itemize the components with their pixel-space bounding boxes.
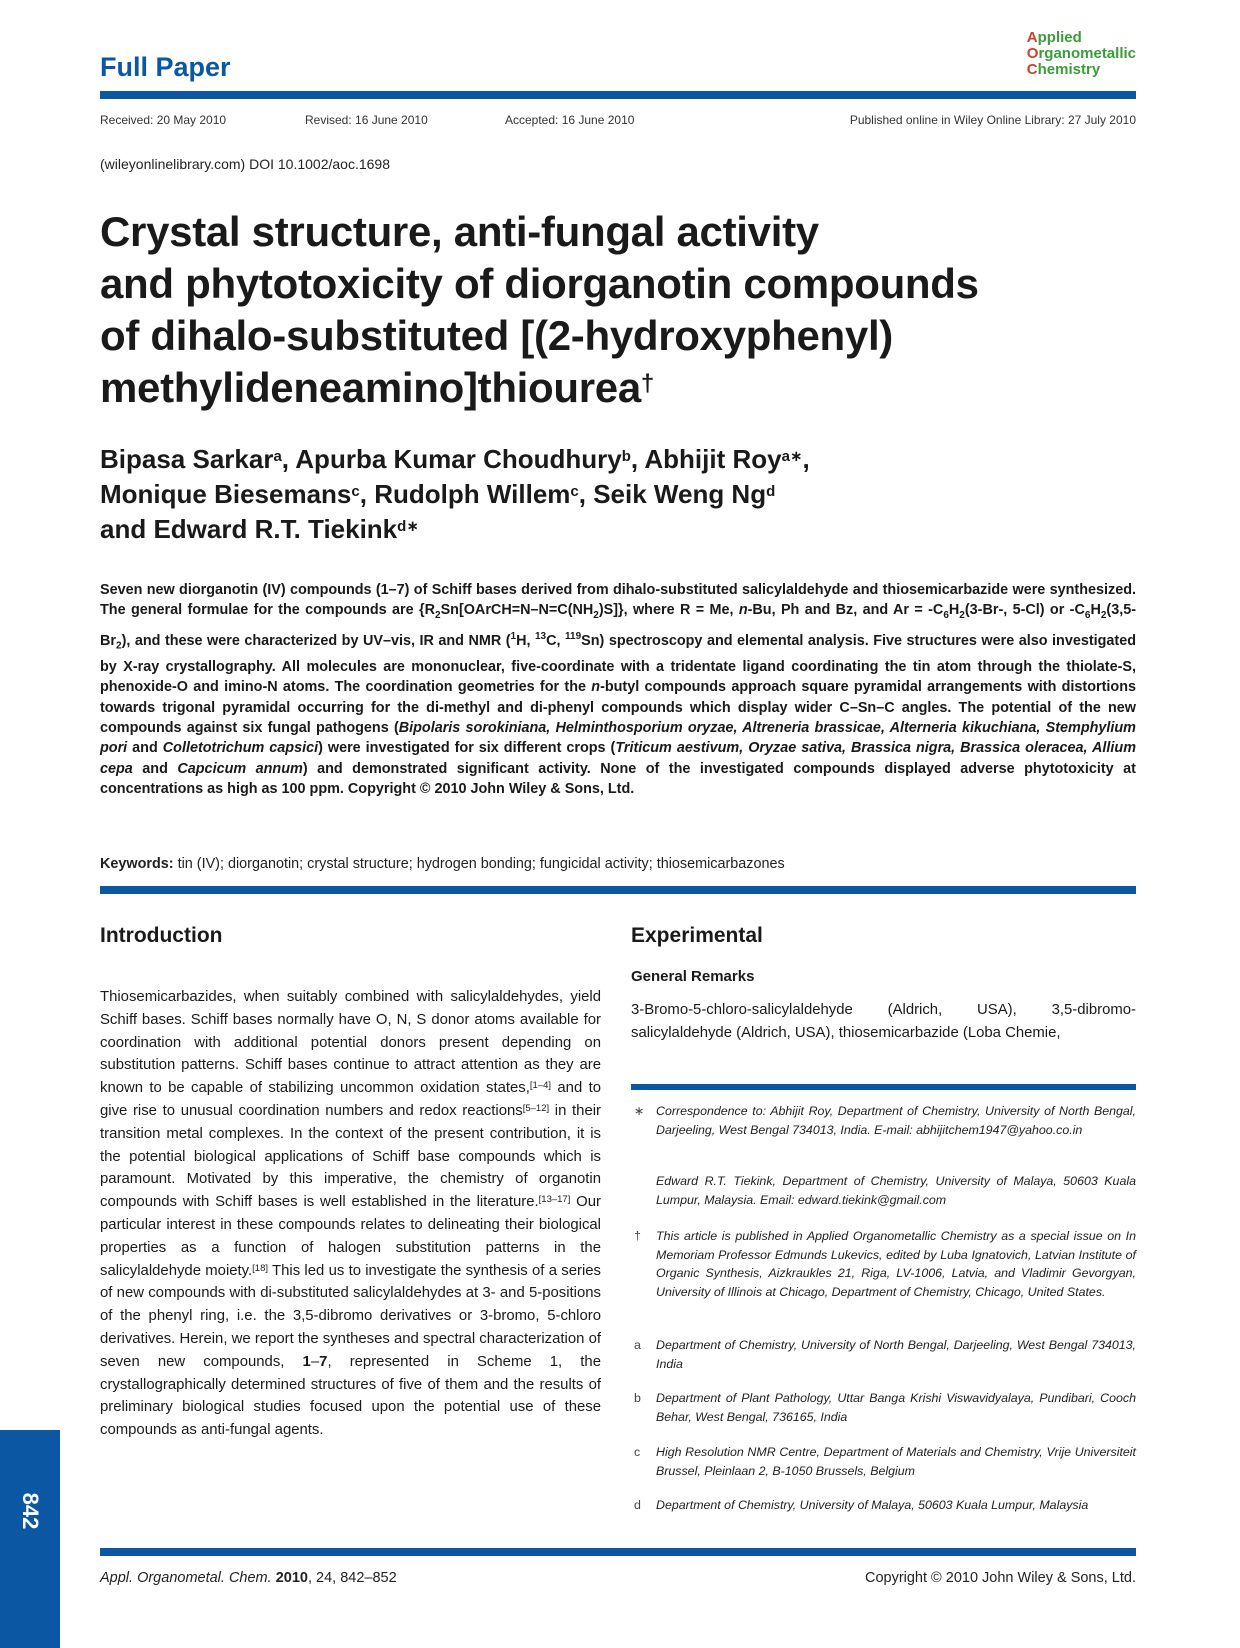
introduction-heading: Introduction [100, 924, 223, 947]
author-affiliation-mark: c [351, 483, 360, 500]
keywords [100, 856, 1136, 872]
history-dates [100, 113, 1136, 129]
received-date: Received: 20 May 2010 [100, 113, 227, 127]
section-label: Full Paper [100, 52, 231, 82]
title-line: Crystal structure, anti-fungal activity [100, 208, 819, 255]
header-rule [100, 91, 1136, 99]
footnote-mark: a [634, 1338, 641, 1352]
title-line: and phytotoxicity of diorganotin compounds [100, 260, 979, 307]
footnote-mark: ∗ [634, 1104, 645, 1118]
abstract-rule [100, 886, 1136, 894]
keywords-label: Keywords: [100, 856, 174, 872]
author-affiliation-mark: c [570, 483, 579, 500]
experimental-heading: Experimental [631, 924, 763, 947]
footnote-rule [631, 1084, 1136, 1090]
author-affiliation-mark: d [766, 483, 776, 500]
keywords-text: tin (IV); diorganotin; crystal structure; hydrogen bonding; fungicidal activity; thiosemicarbazones [173, 856, 785, 872]
footer-copyright: Copyright © 2010 John Wiley & Sons, Ltd. [864, 1570, 1136, 1586]
revised-date: Revised: 16 June 2010 [305, 113, 428, 127]
author-name: Rudolph Willem [374, 479, 571, 509]
author-line: Bipasa Sarkar$^a$, Apurba Kumar Choudhury$^b$, Abhijit Roy$^{a∗}$, [100, 444, 810, 474]
author-name: Seik Weng Ng [593, 479, 767, 509]
introduction-text: Thiosemicarbazides, when suitably combined with salicylaldehydes, yield Schiff bases. Schiff bases normally have O, N, S donor atoms available for coordination with additional potential donors present depending on substitution patterns. Schiff bases continue to attract attention as they are known to be capable of stabilizing uncommon oxidation states,[1–4] and to give rise to unusual coordination numbers and redox reactions[5–12] in their transition metal complexes. In the context of the present contribution, it is the potential biological applications of Schiff base compounds which is paramount. Motivated by this imperative, the chemistry of organotin compounds with Schiff bases is well established in the literature.[13–17] Our particular interest in these compounds relates to delineating their biological properties as a function of halogen substitution patterns in the salicylaldehyde moiety.[18] This led us to investigate the synthesis of a series of new compounds with di-substituted salicylaldehydes at 3- and 5-positions of the phenyl ring, i.e. the 3,5-dibromo derivatives or 3-bromo, 5-chloro derivatives. Herein, we report the syntheses and spectral characterization of seven new compounds, 1–7, represented in Scheme 1, the crystallographically determined structures of five of them and the results of preliminary biological studies focused upon the potential use of these compounds as anti-fungal agents. [100, 989, 601, 1439]
page-number: 842 [18, 1492, 43, 1530]
footer-rule [100, 1548, 1136, 1556]
footnote-mark: † [634, 1229, 641, 1243]
title-line: of dihalo-substituted [(2-hydroxyphenyl) [100, 312, 893, 359]
experimental-text: 3-Bromo-5-chloro-salicylaldehyde (Aldrich, USA), 3,5-dibromo-salicylaldehyde (Aldrich, USA), thiosemicarbazide (Loba Chemie, [631, 1002, 1136, 1041]
journal-logo-line-2: Organometallic [1026, 45, 1136, 62]
journal-logo-line-1: Applied [1026, 29, 1082, 46]
published-date: Published online in Wiley Online Library: 27 July 2010 [849, 113, 1136, 127]
author-name: Monique Biesemans [100, 479, 352, 509]
footnote-mark: b [634, 1391, 641, 1405]
journal-logo-line-3: Chemistry [1026, 61, 1101, 78]
accepted-date: Accepted: 16 June 2010 [505, 113, 635, 127]
author-name: and Edward R.T. Tiekink [100, 514, 398, 544]
abstract: Seven new diorganotin (IV) compounds (1–7) of Schiff bases derived from dihalo-substituted salicylaldehyde and thiosemicarbazide were synthesized. The general formulae for the compounds are $\{R_2Sn[OArCH=N-N=C(NH_2)S]\}$, where R = Me, n-Bu, Ph and Bz, and $Ar = -C_6H_2(3-Br-$, 5-Cl) or $-C_6H_2(3,5-Br_2)$, and these were characterized by UV–vis, IR and NMR ($^1$H, $^{13}$C, $^{119}$Sn) spectroscopy and elemental analysis. Five structures were also investigated by X-ray crystallography. All molecules are mononuclear, five-coordinate with a tridentate ligand coordinating the tin atom through the thiolate-S, phenoxide-O and imino-N atoms. The coordination geometries for the n-butyl compounds approach square pyramidal arrangements with distortions towards trigonal pyramidal occurring for the di-methyl and di-phenyl compounds which display wider C–Sn–C angles. The potential of the new compounds against six fungal pathogens (Bipolaris sorokiniana, Helminthosporium oryzae, Altreneria brassicae, Alterneria kikuchiana, Stemphylium pori and Colletotrichum capsici) were investigated for six different crops (Triticum aestivum, Oryzae sativa, Brassica nigra, Brassica oleracea, Allium cepa and Capcicum annum) and demonstrated significant activity. None of the investigated compounds displayed adverse phytotoxicity at concentrations as high as 100 ppm. Copyright © 2010 John Wiley & Sons, Ltd. [100, 582, 1137, 798]
article-title [100, 206, 1150, 414]
page-number-tab [0, 1430, 60, 1648]
author-name: Abhijit Roy [644, 444, 782, 474]
dagger-mark: † [640, 370, 654, 397]
doi-line: (wileyonlinelibrary.com) DOI 10.1002/aoc.1698 [100, 156, 390, 172]
author-affiliation-mark: a∗ [781, 448, 803, 465]
author-affiliation-mark: a [273, 448, 282, 465]
author-affiliation-mark: d∗ [397, 518, 419, 535]
author-list [100, 442, 1140, 547]
author-line [100, 512, 1140, 547]
footnote-mark: c [634, 1445, 641, 1459]
journal-citation: Appl. Organometal. Chem. 2010, 24, 842–852 [100, 1570, 397, 1586]
general-remarks-heading: General Remarks [631, 968, 755, 985]
journal-logo [1027, 30, 1136, 78]
title-line: methylideneamino]thiourea† [100, 364, 654, 411]
author-affiliation-mark: b [621, 448, 631, 465]
author-name: Apurba Kumar Choudhury [295, 444, 622, 474]
author-name: Bipasa Sarkar [100, 444, 274, 474]
author-line: Monique Biesemans$^c$, Rudolph Willem$^c$, Seik Weng Ng$^d$ [100, 479, 776, 509]
footnote-mark: d [634, 1498, 641, 1512]
